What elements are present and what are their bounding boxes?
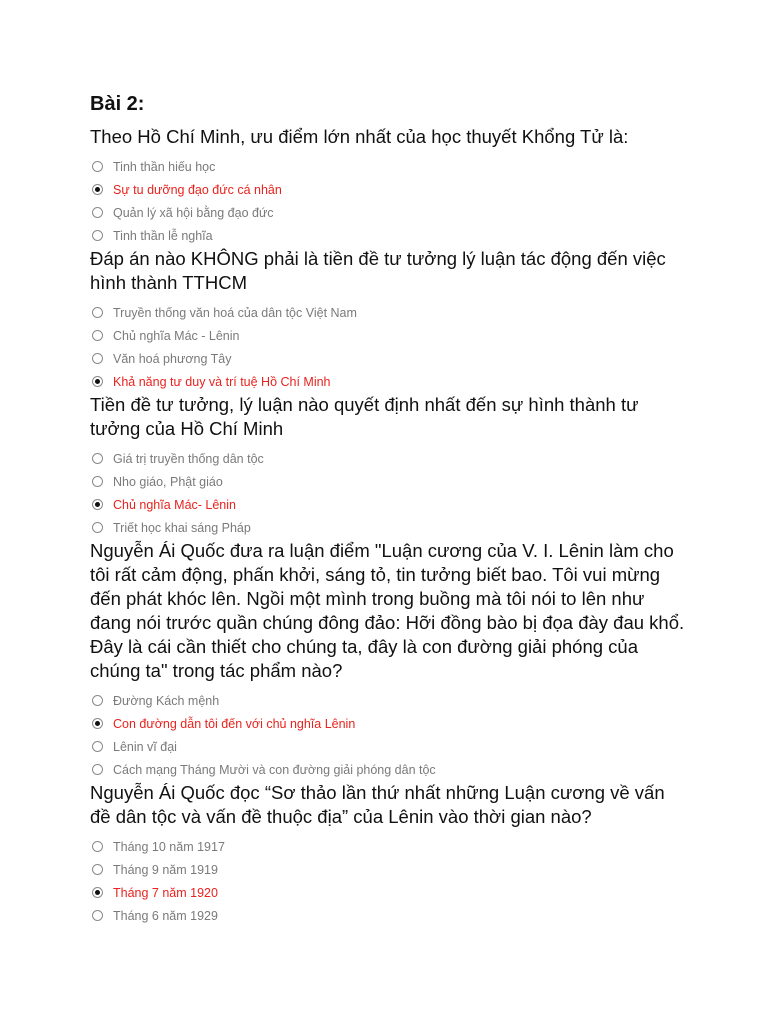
option-item[interactable] bbox=[90, 689, 690, 712]
option-label: Tháng 9 năm 1919 bbox=[113, 862, 218, 877]
option-item[interactable] bbox=[90, 712, 690, 735]
radio-button-icon[interactable] bbox=[92, 718, 103, 729]
option-list bbox=[90, 301, 690, 393]
question-text: Đáp án nào KHÔNG phải là tiền đề tư tưởng lý luận tác động đến việc hình thành TTHCM bbox=[90, 248, 666, 293]
option-label: Tháng 6 năm 1929 bbox=[113, 908, 218, 923]
option-label: Tháng 7 năm 1920 bbox=[113, 885, 218, 900]
option-label: Cách mạng Tháng Mười và con đường giải phóng dân tộc bbox=[113, 762, 436, 777]
option-label: Truyền thống văn hoá của dân tộc Việt Nam bbox=[113, 305, 357, 320]
option-item[interactable] bbox=[90, 858, 690, 881]
radio-button-icon[interactable] bbox=[92, 522, 103, 533]
question-block-3 bbox=[90, 393, 690, 539]
option-label: Văn hoá phương Tây bbox=[113, 351, 232, 366]
option-label: Chủ nghĩa Mác- Lênin bbox=[113, 497, 236, 512]
option-list bbox=[90, 835, 690, 927]
question-block-2 bbox=[90, 247, 690, 393]
radio-button-icon[interactable] bbox=[92, 207, 103, 218]
option-label: Tinh thần lễ nghĩa bbox=[113, 228, 213, 243]
option-item[interactable] bbox=[90, 881, 690, 904]
option-item[interactable] bbox=[90, 155, 690, 178]
option-item[interactable] bbox=[90, 758, 690, 781]
radio-button-icon[interactable] bbox=[92, 864, 103, 875]
question-block-4 bbox=[90, 539, 690, 781]
radio-button-icon[interactable] bbox=[92, 476, 103, 487]
option-item[interactable] bbox=[90, 347, 690, 370]
question-text: Nguyễn Ái Quốc đọc “Sơ thảo lần thứ nhất những Luận cương về vấn đề dân tộc và vấn đề thuộc địa” của Lênin vào thời gian nào? bbox=[90, 782, 665, 827]
option-label: Con đường dẫn tôi đến với chủ nghĩa Lênin bbox=[113, 716, 356, 731]
radio-button-icon[interactable] bbox=[92, 695, 103, 706]
page-heading: Bài 2: bbox=[90, 93, 145, 115]
radio-button-icon[interactable] bbox=[92, 887, 103, 898]
option-label: Giá trị truyền thống dân tộc bbox=[113, 451, 264, 466]
option-list bbox=[90, 689, 690, 781]
radio-button-icon[interactable] bbox=[92, 841, 103, 852]
question-text: Nguyễn Ái Quốc đưa ra luận điểm "Luận cương của V. I. Lênin làm cho tôi rất cảm động, phấn khởi, sáng tỏ, tin tưởng biết bao. Tôi vui mừng đến phát khóc lên. Ngồi một mình trong buồng mà tôi nói to lên như đang nói trước quần chúng đông đảo: Hỡi đồng bào bị đọa đày đau khổ. Đây là cái cần thiết cho chúng ta, đây là con đường giải phóng của chúng ta" trong tác phẩm nào? bbox=[90, 540, 685, 681]
radio-button-icon[interactable] bbox=[92, 161, 103, 172]
option-label: Lênin vĩ đại bbox=[113, 739, 177, 754]
option-item[interactable] bbox=[90, 178, 690, 201]
radio-button-icon[interactable] bbox=[92, 330, 103, 341]
option-item[interactable] bbox=[90, 370, 690, 393]
radio-button-icon[interactable] bbox=[92, 453, 103, 464]
option-label: Tinh thần hiếu học bbox=[113, 159, 216, 174]
radio-button-icon[interactable] bbox=[92, 910, 103, 921]
radio-button-icon[interactable] bbox=[92, 353, 103, 364]
option-item[interactable] bbox=[90, 324, 690, 347]
option-label: Tháng 10 năm 1917 bbox=[113, 839, 225, 854]
option-label: Triết học khai sáng Pháp bbox=[113, 520, 251, 535]
question-text: Theo Hồ Chí Minh, ưu điểm lớn nhất của học thuyết Khổng Tử là: bbox=[90, 126, 629, 147]
option-label: Đường Kách mệnh bbox=[113, 693, 220, 708]
option-item[interactable] bbox=[90, 904, 690, 927]
question-text: Tiền đề tư tưởng, lý luận nào quyết định nhất đến sự hình thành tư tưởng của Hồ Chí Minh bbox=[90, 394, 639, 439]
radio-button-icon[interactable] bbox=[92, 499, 103, 510]
option-label: Khả năng tư duy và trí tuệ Hồ Chí Minh bbox=[113, 374, 331, 389]
option-item[interactable] bbox=[90, 224, 690, 247]
option-item[interactable] bbox=[90, 470, 690, 493]
radio-button-icon[interactable] bbox=[92, 741, 103, 752]
option-label: Quản lý xã hội bằng đạo đức bbox=[113, 205, 274, 220]
question-block-1 bbox=[90, 125, 690, 247]
radio-button-icon[interactable] bbox=[92, 764, 103, 775]
option-label: Nho giáo, Phật giáo bbox=[113, 474, 223, 489]
radio-button-icon[interactable] bbox=[92, 184, 103, 195]
option-label: Sự tu dưỡng đạo đức cá nhân bbox=[113, 182, 282, 197]
question-block-5 bbox=[90, 781, 690, 927]
radio-button-icon[interactable] bbox=[92, 307, 103, 318]
option-item[interactable] bbox=[90, 447, 690, 470]
option-item[interactable] bbox=[90, 301, 690, 324]
option-label: Chủ nghĩa Mác - Lênin bbox=[113, 328, 240, 343]
quiz-page bbox=[90, 92, 690, 927]
option-item[interactable] bbox=[90, 516, 690, 539]
option-list bbox=[90, 447, 690, 539]
option-item[interactable] bbox=[90, 493, 690, 516]
radio-button-icon[interactable] bbox=[92, 376, 103, 387]
radio-button-icon[interactable] bbox=[92, 230, 103, 241]
option-list bbox=[90, 155, 690, 247]
option-item[interactable] bbox=[90, 201, 690, 224]
option-item[interactable] bbox=[90, 735, 690, 758]
option-item[interactable] bbox=[90, 835, 690, 858]
